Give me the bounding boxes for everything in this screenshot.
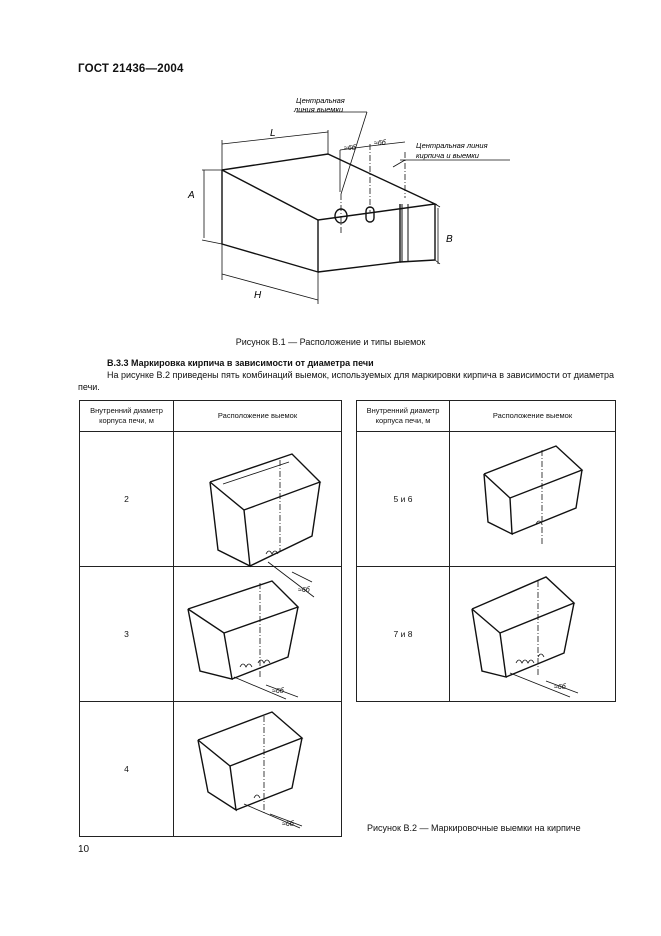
label-H: H (254, 290, 262, 301)
document-header: ГОСТ 21436—2004 (78, 63, 184, 75)
label-L: L (270, 128, 276, 139)
brick-diagram (174, 432, 342, 594)
label-center-line-brick: Центральная линия кирпича и выемки (416, 141, 488, 160)
table-header-diameter: Внутренний диаметр корпуса печи, м (80, 401, 174, 432)
dim-label: ≈6б (554, 684, 566, 691)
table-row-figure (174, 702, 342, 837)
table-row-diameter: 3 (80, 567, 174, 702)
table-header-notches: Расположение выемок (450, 401, 616, 432)
figure1-caption: Рисунок В.1 — Расположение и типы выемок (235, 337, 426, 347)
table-row-diameter: 5 и 6 (357, 432, 450, 567)
label-A: A (188, 190, 195, 201)
label-center-line-notch: Центральная линия выемки (294, 96, 345, 114)
dim-label: ≈6б (298, 587, 310, 594)
label-B: B (446, 234, 453, 245)
dim-label: ≈6б (282, 821, 294, 828)
table-left (79, 400, 342, 837)
brick-diagram (174, 567, 342, 701)
table-header-diameter: Внутренний диаметр корпуса печи, м (357, 401, 450, 432)
table-row-figure (174, 432, 342, 594)
label-dim1: ≈6б (344, 145, 356, 152)
table-row-figure (450, 567, 616, 702)
figure2-caption: Рисунок В.2 — Маркировочные выемки на кирпиче (367, 823, 581, 833)
table-header-notches: Расположение выемок (174, 401, 342, 432)
figure-brick-notches (180, 92, 520, 317)
table-right (356, 400, 616, 702)
page-number: 10 (78, 844, 90, 855)
brick-diagram (174, 702, 342, 836)
section-heading: В.3.3 Маркировка кирпича в зависимости от диаметра печи (107, 358, 374, 368)
table-row-diameter: 7 и 8 (357, 567, 450, 702)
table-row-diameter: 4 (80, 702, 174, 837)
section-paragraph: На рисунке В.2 приведены пять комбинаций выемок, используемых для маркировки кирпича в зависимости от диаметра печи. (78, 370, 615, 392)
table-row-diameter: 2 (80, 432, 174, 567)
table-row-figure (450, 432, 616, 567)
dim-label: ≈6б (272, 688, 284, 695)
brick-diagram (450, 567, 616, 701)
table-row-figure (174, 567, 342, 702)
label-dim2: ≈6б (374, 140, 386, 147)
brick-diagram (450, 432, 616, 566)
